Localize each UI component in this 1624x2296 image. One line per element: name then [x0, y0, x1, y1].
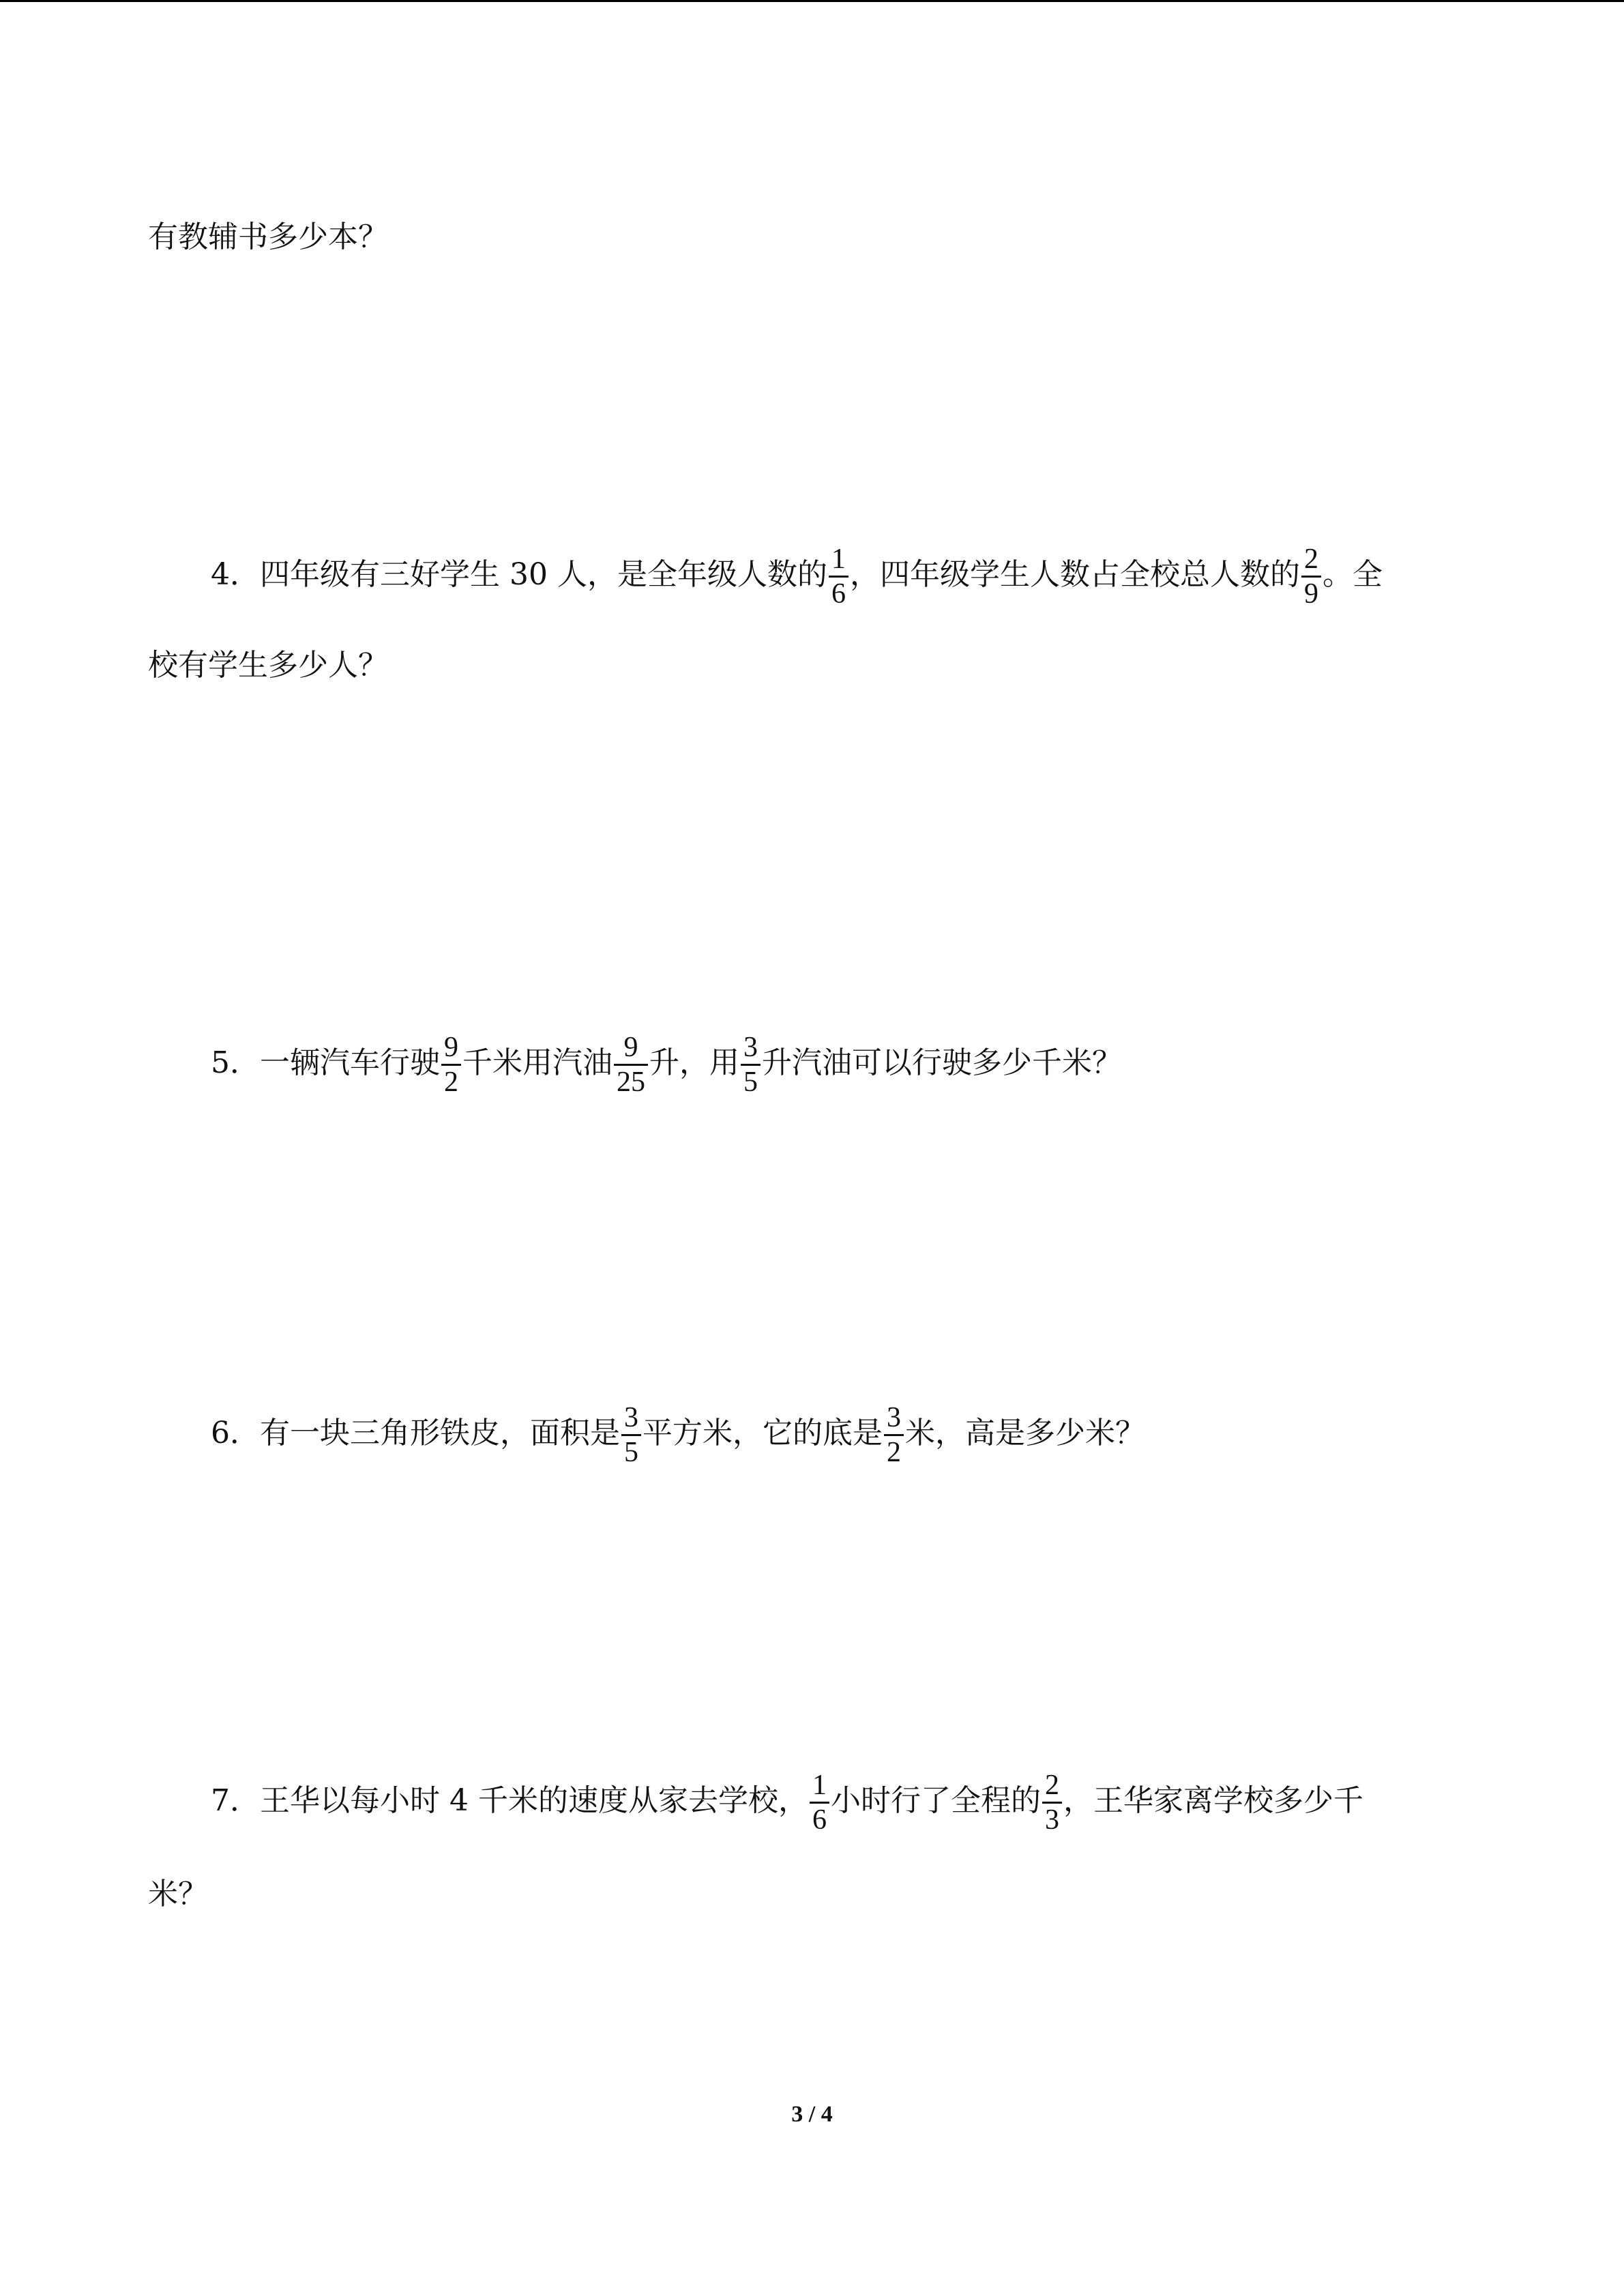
question-5: 5．一辆汽车行驶 $\frac{9}{2}$ 千米用汽油 $\frac{9}{25}$ 升，用 $\frac{3}{5}$ 升汽油可以行驶多少千米？ [211, 1032, 1122, 1098]
fraction-9-2: $\frac{9}{2}$ [441, 1031, 461, 1099]
fraction-1-6: $\frac{1}{6}$ [810, 1769, 829, 1836]
fraction-3-5: $\frac{3}{5}$ [741, 1031, 761, 1099]
question-7-line-2: 米？ [148, 1877, 208, 1911]
question-3-tail: 有教辅书多少本？ [148, 220, 388, 254]
question-4: 4．四年级有三好学生 30 人，是全年级人数的 $\frac{1}{6}$ ，四年级学生人数占全校总人数的 $\frac{2}{9}$ 。全 [211, 543, 1383, 610]
question-4-line-2: 校有学生多少人？ [148, 648, 388, 683]
fraction-3-5: $\frac{3}{5}$ [621, 1401, 641, 1469]
page-number: 3 / 4 [791, 2102, 833, 2127]
top-border [0, 0, 1624, 2]
fraction-2-9: $\frac{2}{9}$ [1301, 543, 1321, 610]
question-7: 7．王华以每小时 4 千米的速度从家去学校， $\frac{1}{6}$ 小时行了全程的 $\frac{2}{3}$ ，王华家离学校多少千 [211, 1770, 1363, 1836]
fraction-2-3: $\frac{2}{3}$ [1042, 1769, 1062, 1836]
fraction-9-25: $\frac{9}{25}$ [614, 1031, 648, 1099]
fraction-1-6: $\frac{1}{6}$ [829, 543, 848, 610]
question-6: 6．有一块三角形铁皮，面积是 $\frac{3}{5}$ 平方米，它的底是 $\frac{3}{2}$ 米，高是多少米？ [211, 1402, 1145, 1468]
fraction-3-2: $\frac{3}{2}$ [884, 1401, 904, 1469]
